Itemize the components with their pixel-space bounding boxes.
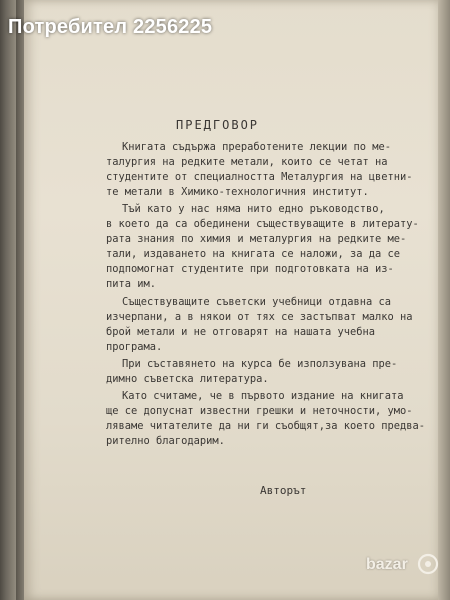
text-line: Книгата съдържа преработените лекции по ме- <box>122 141 391 153</box>
page-right-edge <box>438 0 450 600</box>
text-line: При съставянето на курса бе използувана пре- <box>122 358 398 370</box>
page-title: ПРЕДГОВОР <box>176 118 260 132</box>
bazar-logo <box>366 550 440 578</box>
text-line: Тъй като у нас няма нито едно ръководство, <box>122 203 385 215</box>
text-line: димно съветска литература. <box>106 373 269 385</box>
text-line: в което да са обединени съществуващите в литерату- <box>106 218 419 230</box>
text-line: ще се допуснат известни грешки и неточности, умо- <box>106 405 413 417</box>
text-line: ляваме читателите да ни ги съобщят,за което предва- <box>106 420 426 432</box>
text-line: Като считаме, че в първото издание на книгата <box>122 390 404 402</box>
bazar-logo-text: bazar <box>366 556 408 573</box>
text-line: подпомогнат студентите при подготовката на из- <box>106 263 394 275</box>
text-line: те метали в Химико-технологичния институт. <box>106 186 369 198</box>
text-line: програма. <box>106 341 163 353</box>
document-page <box>24 0 440 600</box>
text-line: талургия на редките метали, които се четат на <box>106 156 388 168</box>
text-line: пита им. <box>106 278 157 290</box>
text-line: студентите от специалността Металургия на цветни- <box>106 171 413 183</box>
author-signature: Авторът <box>260 484 307 497</box>
text-line: Съществуващите съветски учебници отдавна са <box>122 296 391 308</box>
text-line: изчерпани, а в някои от тях се застъпват малко на <box>106 311 413 323</box>
text-line: рата знания по химия и металургия на редките ме- <box>106 233 407 245</box>
text-line: брой метали и не отговарят на нашата учебна <box>106 326 375 338</box>
bazar-logo-icon <box>416 552 440 576</box>
text-line: рително благодарим. <box>106 435 225 447</box>
user-watermark: Потребител 2256225 <box>8 16 213 38</box>
text-line: тали, издаването на книгата се наложи, за да се <box>106 248 401 260</box>
